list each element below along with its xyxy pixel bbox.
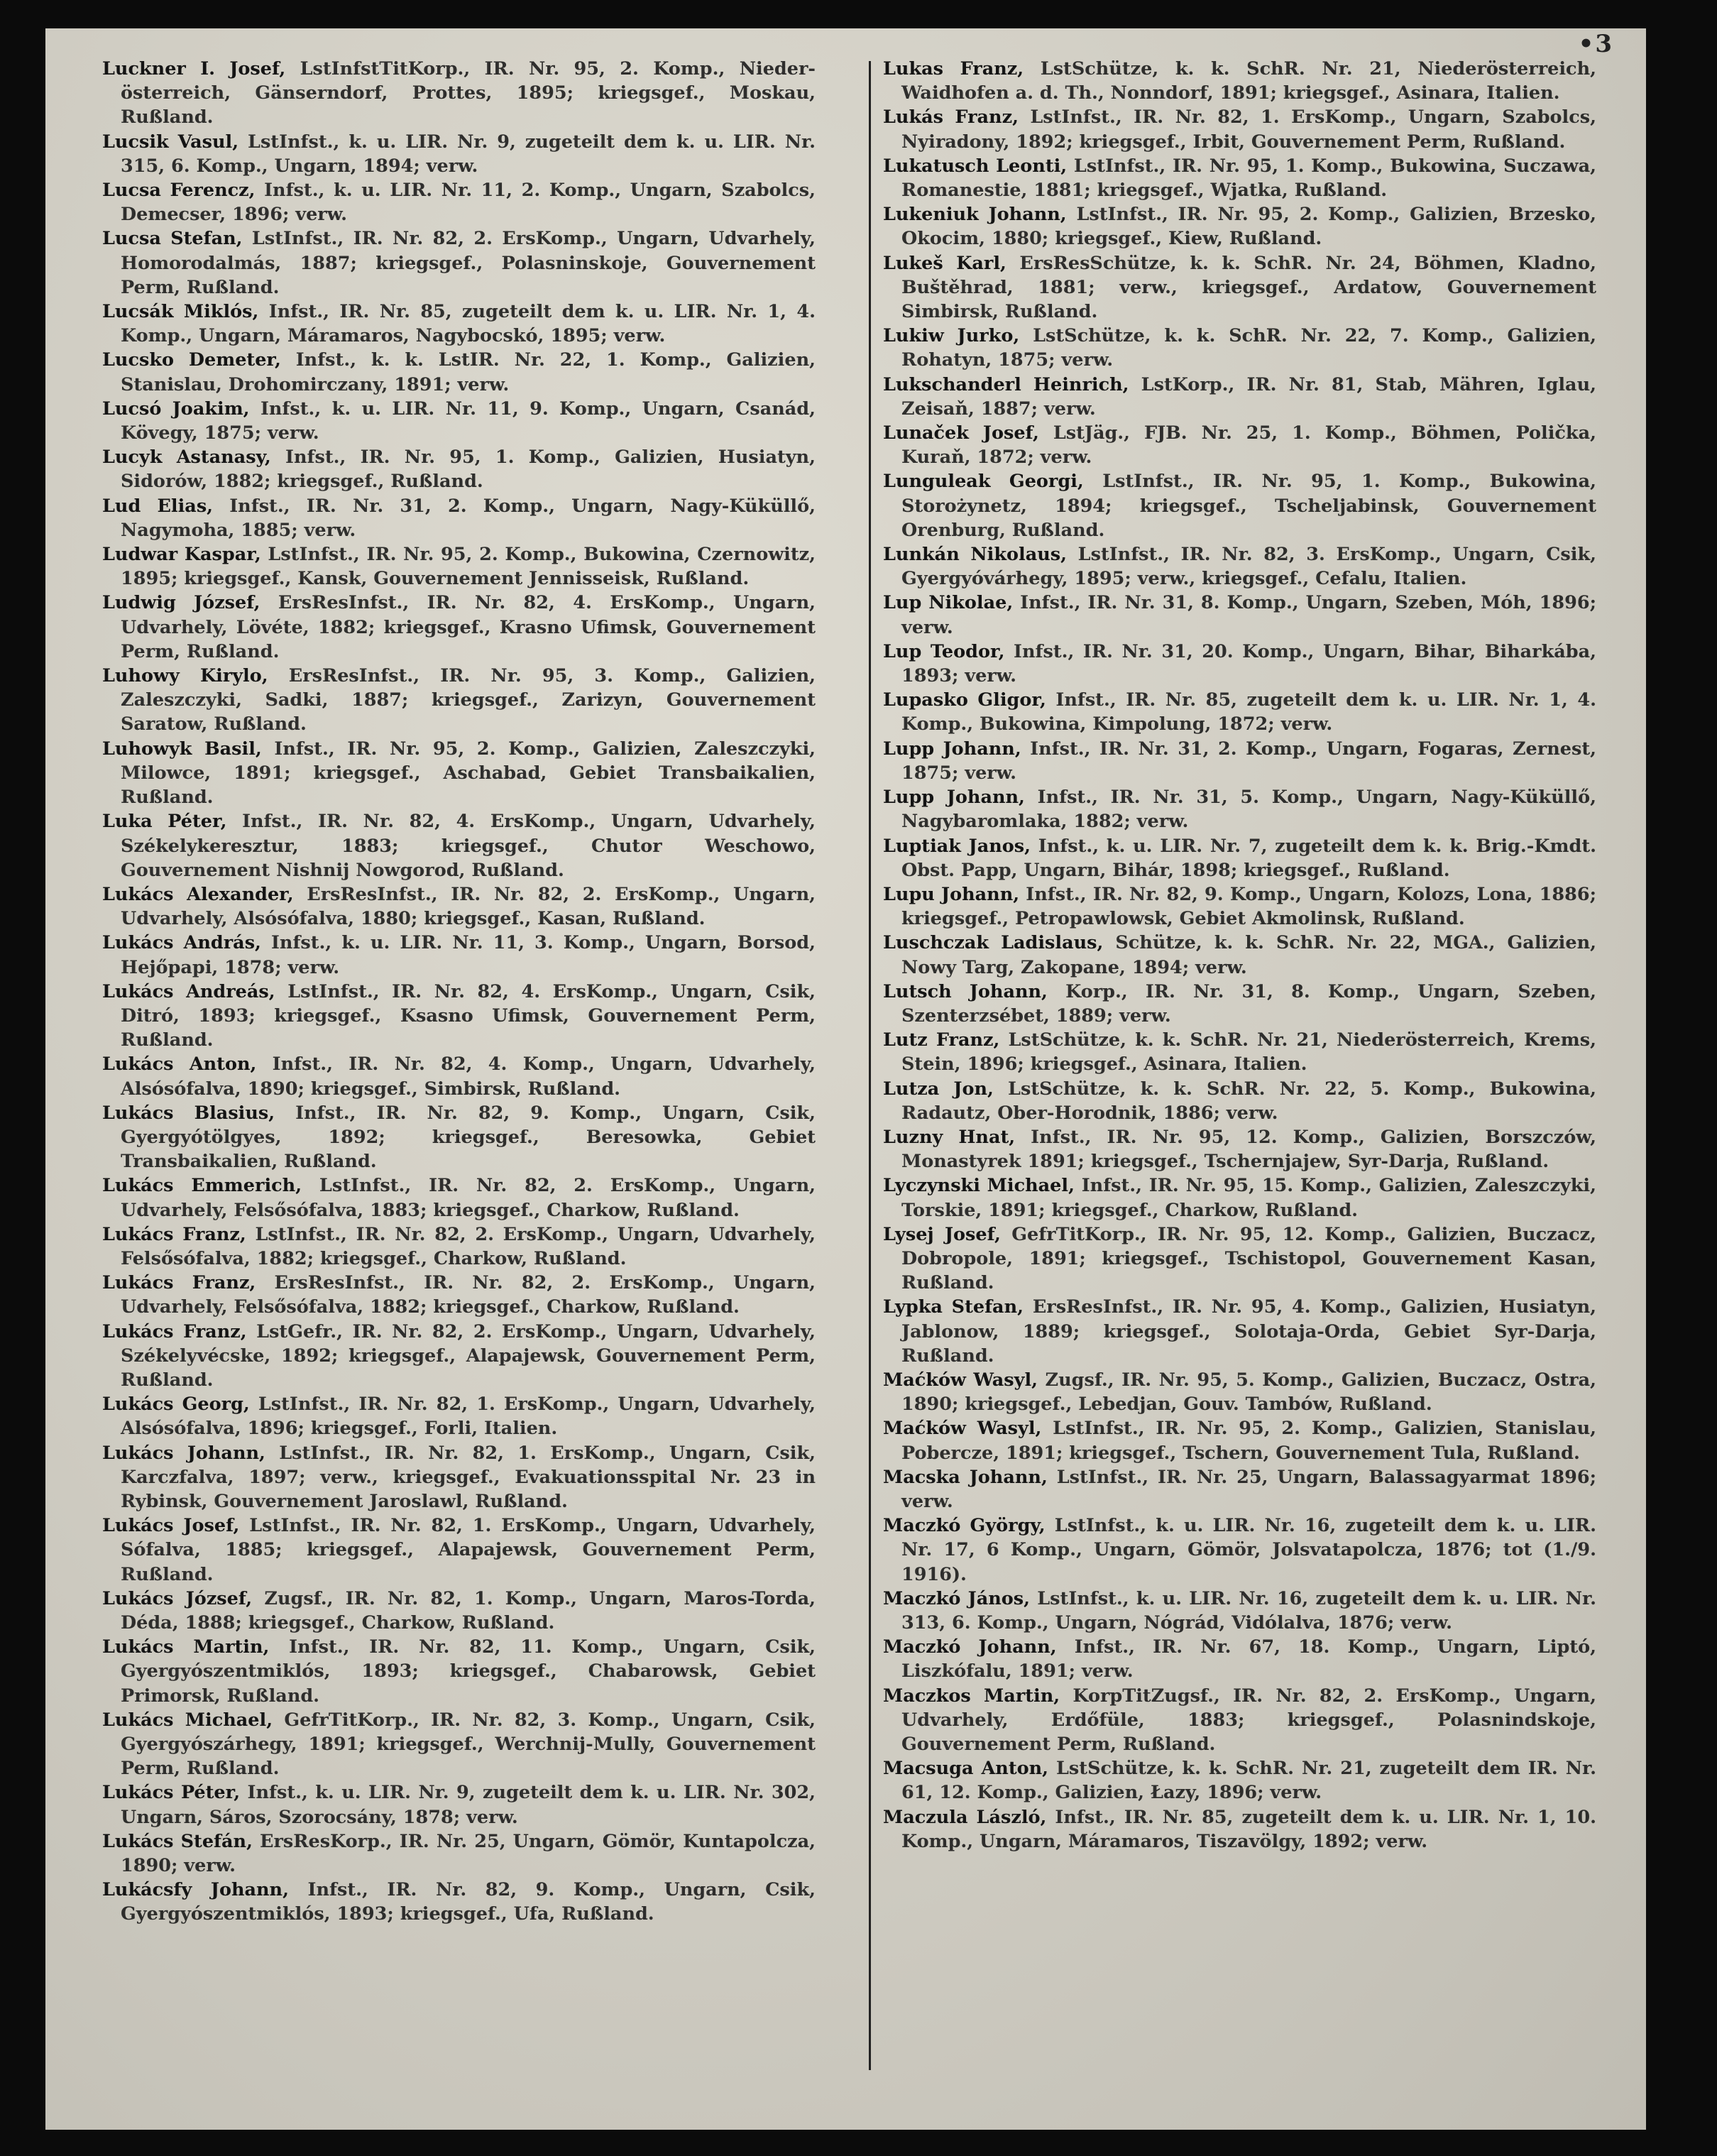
entry-details: ErsResKorp., IR. Nr. 25, Ungarn, Gömör, Kuntapolcza, 1890; verw. — [121, 1830, 816, 1877]
entry-details: LstInfst., IR. Nr. 82, 2. ErsKomp., Ungarn, Udvarhely, Felsősófalva, 1882; kriegsgef., Charkow, Rußland. — [121, 1223, 816, 1269]
entry-details: Infst., IR. Nr. 82, 11. Komp., Ungarn, Csik, Gyergyószentmiklós, 1893; kriegsgef., Chabarowsk, Gebiet Primorsk, Rußland. — [121, 1636, 816, 1707]
entry-name: Lup Teodor, — [883, 640, 1005, 662]
entry-name: Lukács Franz, — [102, 1272, 256, 1294]
list-entry — [102, 591, 816, 664]
entry-name: Lukács Michael, — [102, 1709, 273, 1731]
entry-name: Lucsó Joakim, — [102, 398, 250, 420]
list-entry — [883, 251, 1596, 324]
list-entry — [102, 1392, 816, 1440]
list-entry — [883, 931, 1596, 979]
entry-details: Infst., k. u. LIR. Nr. 11, 9. Komp., Ungarn, Csanád, Kövegy, 1875; verw. — [121, 398, 816, 444]
entry-name: Lupp Johann, — [883, 738, 1021, 760]
list-entry — [883, 1635, 1596, 1683]
list-entry — [102, 1635, 816, 1708]
list-entry — [883, 737, 1596, 785]
entry-details: Infst., k. k. LstIR. Nr. 22, 1. Komp., Galizien, Stanislau, Drohomirczany, 1891; verw. — [121, 349, 816, 395]
entry-name: Lucyk Astanasy, — [102, 447, 271, 469]
entry-name: Lukeniuk Johann, — [883, 204, 1067, 226]
entry-name: Lukács Franz, — [102, 1223, 246, 1245]
entry-details: ErsResInfst., IR. Nr. 95, 4. Komp., Galizien, Husiatyn, Jablonow, 1889; kriegsgef., Solotaja-Orda, Gebiet Syr-Darja, Rußland. — [901, 1296, 1596, 1367]
entry-name: Lunguleak Georgi, — [883, 471, 1084, 493]
entry-details: LstGefr., IR. Nr. 82, 2. ErsKomp., Ungarn, Udvarhely, Székelyvécske, 1892; kriegsgef., Alapajewsk, Gouvernement Perm, Rußland. — [121, 1320, 816, 1391]
entry-name: Luzny Hnat, — [883, 1126, 1016, 1148]
list-entry — [883, 1368, 1596, 1416]
entry-name: Lucsik Vasul, — [102, 131, 239, 153]
list-entry — [883, 1514, 1596, 1587]
list-entry — [883, 834, 1596, 882]
entry-details: Infst., IR. Nr. 31, 2. Komp., Ungarn, Fogaras, Zernest, 1875; verw. — [901, 738, 1596, 784]
entry-details: Infst., IR. Nr. 95, 15. Komp., Galizien, Zaleszczyki, Torskie, 1891; kriegsgef., Charkow, Rußland. — [901, 1175, 1596, 1221]
list-entry — [102, 882, 816, 931]
entry-details: Infst., IR. Nr. 31, 2. Komp., Ungarn, Nagy-Küküllő, Nagymoha, 1885; verw. — [121, 495, 816, 541]
list-entry — [883, 105, 1596, 153]
list-entry — [102, 1271, 816, 1319]
entry-details: LstInfst., IR. Nr. 82, 2. ErsKomp., Ungarn, Udvarhely, Homorodalmás, 1887; kriegsgef., Polasninskoje, Gouvernement Perm, Rußland. — [121, 228, 816, 298]
entry-details: LstInfst., IR. Nr. 25, Ungarn, Balassagyarmat 1896; verw. — [901, 1466, 1596, 1512]
list-entry — [883, 785, 1596, 833]
entry-details: Infst., IR. Nr. 82, 9. Komp., Ungarn, Kolozs, Lona, 1886; kriegsgef., Petropawlowsk, Gebiet Akmolinsk, Rußland. — [901, 883, 1597, 930]
entry-details: Korp., IR. Nr. 31, 8. Komp., Ungarn, Szeben, Szenterzsébet, 1889; verw. — [901, 980, 1596, 1027]
entry-details: Infst., IR. Nr. 82, 9. Komp., Ungarn, Csik, Gyergyószentmiklós, 1893; kriegsgef., Ufa, Rußland. — [121, 1879, 816, 1925]
entry-details: Infst., IR. Nr. 82, 4. Komp., Ungarn, Udvarhely, Alsósófalva, 1890; kriegsgef., Simbirsk, Rußland. — [121, 1054, 816, 1100]
entry-details: LstInfst., IR. Nr. 95, 2. Komp., Bukowina, Czernowitz, 1895; kriegsgef., Kansk, Gouvernement Jennisseisk, Rußland. — [121, 544, 816, 590]
list-entry — [883, 1587, 1596, 1635]
list-entry — [883, 1684, 1596, 1757]
list-entry — [883, 324, 1596, 372]
entry-name: Lukács András, — [102, 932, 261, 954]
entry-details: LstSchütze, k. k. SchR. Nr. 21, zugeteilt dem IR. Nr. 61, 12. Komp., Galizien, Łazy, 1896; verw. — [901, 1758, 1596, 1804]
entry-name: Lukás Franz, — [883, 106, 1019, 128]
list-entry — [883, 980, 1596, 1028]
entry-name: Lutz Franz, — [883, 1029, 1000, 1051]
entry-name: Maczkó János, — [883, 1587, 1031, 1609]
list-entry — [102, 397, 816, 445]
list-entry — [883, 1125, 1596, 1173]
entry-name: Lukács Alexander, — [102, 883, 294, 905]
entry-details: ErsResInfst., IR. Nr. 82, 2. ErsKomp., Ungarn, Udvarhely, Alsósófalva, 1880; kriegsgef., Kasan, Rußland. — [121, 883, 816, 930]
entry-name: Lunkán Nikolaus, — [883, 544, 1068, 566]
entry-details: LstInfst., k. u. LIR. Nr. 16, zugeteilt dem k. u. LIR. Nr. 313, 6. Komp., Ungarn, Nógrád, Vidólalva, 1876; verw. — [901, 1587, 1596, 1634]
entry-name: Macsuga Anton, — [883, 1758, 1049, 1780]
list-entry — [102, 1514, 816, 1587]
list-entry — [883, 1805, 1596, 1854]
entry-details: ErsResInfst., IR. Nr. 95, 3. Komp., Galizien, Zaleszczyki, Sadki, 1887; kriegsgef., Zarizyn, Gouvernement Saratow, Rußland. — [121, 665, 816, 735]
list-entry — [883, 688, 1596, 736]
entry-name: Maczkos Martin, — [883, 1685, 1060, 1707]
list-entry — [102, 1587, 816, 1635]
entry-name: Lukács Josef, — [102, 1515, 240, 1537]
entry-details: Zugsf., IR. Nr. 95, 5. Komp., Galizien, Buczacz, Ostra, 1890; kriegsgef., Lebedjan, Gouv. Tambów, Rußland. — [901, 1369, 1597, 1416]
entry-details: LstSchütze, k. k. SchR. Nr. 22, 7. Komp., Galizien, Rohatyn, 1875; verw. — [901, 325, 1596, 371]
entry-name: Lunaček Josef, — [883, 422, 1039, 444]
entry-details: Infst., IR. Nr. 67, 18. Komp., Ungarn, Liptó, Liszkófalu, 1891; verw. — [901, 1636, 1596, 1682]
list-entry — [102, 737, 816, 810]
entry-name: Lucsák Miklós, — [102, 301, 259, 323]
entry-details: LstInfst., IR. Nr. 82, 1. ErsKomp., Ungarn, Udvarhely, Alsósófalva, 1896; kriegsgef., Forli, Italien. — [121, 1394, 816, 1440]
entry-name: Lucsa Ferencz, — [102, 180, 256, 202]
entry-name: Lutza Jon, — [883, 1078, 994, 1100]
entry-name: Maćków Wasyl, — [883, 1369, 1038, 1391]
column-divider — [869, 61, 871, 2070]
entry-details: KorpTitZugsf., IR. Nr. 82, 2. ErsKomp., Ungarn, Udvarhely, Erdőfüle, 1883; kriegsgef., Polasnindskoje, Gouvernement Perm, Rußland. — [901, 1685, 1596, 1756]
list-entry — [102, 57, 816, 130]
entry-name: Lutsch Johann, — [883, 980, 1048, 1002]
entry-details: Infst., IR. Nr. 85, zugeteilt dem k. u. LIR. Nr. 1, 4. Komp., Ungarn, Máramaros, Nagybocskó, 1895; verw. — [121, 301, 816, 347]
entry-details: Infst., IR. Nr. 82, 9. Komp., Ungarn, Csik, Gyergyótölgyes, 1892; kriegsgef., Beresowka, Gebiet Transbaikalien, Rußland. — [121, 1102, 816, 1173]
entry-details: Infst., IR. Nr. 31, 8. Komp., Ungarn, Szeben, Móh, 1896; verw. — [901, 592, 1596, 638]
list-entry — [102, 1052, 816, 1100]
list-entry — [883, 542, 1596, 591]
entry-name: Lucsa Stefan, — [102, 228, 243, 250]
entry-details: LstSchütze, k. k. SchR. Nr. 21, Niederösterreich, Krems, Stein, 1896; kriegsgef., Asinara, Italien. — [901, 1029, 1596, 1076]
entry-name: Lukács Johann, — [102, 1442, 265, 1464]
entry-name: Lup Nikolae, — [883, 592, 1014, 614]
entry-name: Luptiak Janos, — [883, 835, 1031, 857]
entry-details: LstInfst., IR. Nr. 95, 2. Komp., Galizien, Brzesko, Okocim, 1880; kriegsgef., Kiew, Rußland. — [901, 204, 1596, 250]
entry-name: Lukatusch Leonti, — [883, 155, 1068, 177]
list-entry — [102, 1829, 816, 1878]
entry-details: LstInfst., IR. Nr. 95, 1. Komp., Bukowina, Suczawa, Romanestie, 1881; kriegsgef., Wjatka, Rußland. — [901, 155, 1596, 202]
list-entry — [102, 1441, 816, 1514]
entry-name: Lukács József, — [102, 1587, 253, 1609]
entry-details: GefrTitKorp., IR. Nr. 82, 3. Komp., Ungarn, Csik, Gyergyószárhegy, 1891; kriegsgef., Werchnij-Mully, Gouvernement Perm, Rußland. — [121, 1709, 816, 1780]
entry-name: Lukschanderl Heinrich, — [883, 373, 1129, 395]
entry-details: LstInfst., IR. Nr. 82, 1. ErsKomp., Ungarn, Csik, Karczfalva, 1897; verw., kriegsgef., Evakuationsspital Nr. 23 in Rybinsk, Gouvernement Jaroslawl, Rußland. — [121, 1442, 816, 1512]
entry-details: LstInfst., k. u. LIR. Nr. 16, zugeteilt dem k. u. LIR. Nr. 17, 6 Komp., Ungarn, Gömör, Jolsvatapolcza, 1876; tot (1./9. 1916). — [901, 1515, 1596, 1585]
entry-details: LstInfst., IR. Nr. 95, 2. Komp., Galizien, Stanislau, Pobercze, 1891; kriegsgef., Tschern, Gouvernement Tula, Rußland. — [901, 1418, 1597, 1464]
entry-name: Lukács Blasius, — [102, 1102, 275, 1124]
entry-details: LstInfst., IR. Nr. 82, 2. ErsKomp., Ungarn, Udvarhely, Felsősófalva, 1883; kriegsgef., Charkow, Rußland. — [121, 1175, 816, 1221]
list-entry — [883, 154, 1596, 202]
list-entry — [102, 1222, 816, 1271]
entry-name: Lukiw Jurko, — [883, 325, 1020, 347]
entry-name: Lukeš Karl, — [883, 252, 1006, 274]
entry-name: Macska Johann, — [883, 1466, 1048, 1488]
entry-name: Lukács Franz, — [102, 1320, 247, 1342]
entry-details: Infst., IR. Nr. 95, 1. Komp., Galizien, Husiatyn, Sidorów, 1882; kriegsgef., Rußland. — [121, 447, 816, 493]
entry-name: Lyczynski Michael, — [883, 1175, 1075, 1197]
entry-name: Ludwar Kaspar, — [102, 544, 261, 566]
list-entry — [102, 980, 816, 1053]
entry-name: Lypka Stefan, — [883, 1296, 1024, 1318]
entry-name: Lupasko Gligor, — [883, 689, 1046, 711]
entry-details: LstKorp., IR. Nr. 81, Stab, Mähren, Iglau, Zeisaň, 1887; verw. — [901, 373, 1596, 420]
entry-name: Maćków Wasyl, — [883, 1418, 1042, 1440]
list-entry — [883, 1465, 1596, 1514]
list-entry — [102, 445, 816, 493]
list-entry — [883, 591, 1596, 639]
list-entry — [883, 373, 1596, 421]
entry-details: ErsResInfst., IR. Nr. 82, 2. ErsKomp., Ungarn, Udvarhely, Felsősófalva, 1882; kriegsgef., Charkow, Rußland. — [121, 1272, 816, 1318]
entry-details: LstInfst., IR. Nr. 82, 1. ErsKomp., Ungarn, Udvarhely, Sófalva, 1885; kriegsgef., Alapajewsk, Gouvernement Perm, Rußland. — [121, 1515, 816, 1585]
entry-name: Luhowyk Basil, — [102, 738, 262, 760]
left-column — [102, 57, 816, 1927]
entry-details: Infst., IR. Nr. 31, 5. Komp., Ungarn, Nagy-Küküllő, Nagybaromlaka, 1882; verw. — [901, 787, 1596, 833]
entry-details: GefrTitKorp., IR. Nr. 95, 12. Komp., Galizien, Buczacz, Dobropole, 1891; kriegsgef., Tschistopol, Gouvernement Kasan, Rußland. — [901, 1223, 1596, 1294]
entry-details: Infst., IR. Nr. 85, zugeteilt dem k. u. LIR. Nr. 1, 4. Komp., Bukowina, Kimpolung, 1872; verw. — [901, 689, 1596, 735]
entry-name: Maczula László, — [883, 1806, 1047, 1828]
entry-name: Lukács Andreás, — [102, 980, 275, 1002]
list-entry — [883, 421, 1596, 469]
entry-details: Schütze, k. k. SchR. Nr. 22, MGA., Galizien, Nowy Targ, Zakopane, 1894; verw. — [901, 932, 1596, 978]
entry-details: LstJäg., FJB. Nr. 25, 1. Komp., Böhmen, Polička, Kuraň, 1872; verw. — [901, 422, 1596, 469]
list-entry — [883, 1028, 1596, 1076]
entry-details: ErsResInfst., IR. Nr. 82, 4. ErsKomp., Ungarn, Udvarhely, Lövéte, 1882; kriegsgef., Krasno Ufimsk, Gouvernement Perm, Rußland. — [121, 592, 816, 662]
entry-name: Lupu Johann, — [883, 883, 1020, 905]
entry-name: Lysej Josef, — [883, 1223, 1001, 1245]
page-number: •3 — [1578, 30, 1613, 58]
entry-details: LstInfstTitKorp., IR. Nr. 95, 2. Komp., Nieder-österreich, Gänserndorf, Prottes, 1895; kriegsgef., Moskau, Rußland. — [121, 58, 816, 128]
list-entry — [883, 1416, 1596, 1465]
entry-name: Lukas Franz, — [883, 58, 1024, 80]
entry-details: ErsResSchütze, k. k. SchR. Nr. 24, Böhmen, Kladno, Buštěhrad, 1881; verw., kriegsgef., Ardatow, Gouvernement Simbirsk, Rußland. — [901, 252, 1597, 323]
entry-name: Lukács Georg, — [102, 1394, 250, 1416]
list-entry — [102, 931, 816, 979]
list-entry — [102, 542, 816, 591]
list-entry — [102, 1101, 816, 1174]
entry-details: LstSchütze, k. k. SchR. Nr. 22, 5. Komp., Bukowina, Radautz, Ober-Horodnik, 1886; verw. — [901, 1078, 1597, 1124]
list-entry — [102, 664, 816, 737]
list-entry — [102, 226, 816, 300]
entry-name: Lupp Johann, — [883, 787, 1025, 809]
entry-details: Infst., k. u. LIR. Nr. 9, zugeteilt dem k. u. LIR. Nr. 302, Ungarn, Sáros, Szorocsány, 1878; verw. — [121, 1782, 816, 1828]
list-entry — [102, 494, 816, 542]
entry-details: Infst., IR. Nr. 31, 20. Komp., Ungarn, Bihar, Biharkába, 1893; verw. — [901, 640, 1596, 687]
entry-details: LstInfst., IR. Nr. 95, 1. Komp., Bukowina, Storożynetz, 1894; kriegsgef., Tscheljabinsk, Gouvernement Orenburg, Rußland. — [901, 471, 1597, 541]
entry-details: LstInfst., k. u. LIR. Nr. 9, zugeteilt dem k. u. LIR. Nr. 315, 6. Komp., Ungarn, 1894; verw. — [121, 131, 816, 177]
entry-details: Infst., k. u. LIR. Nr. 11, 2. Komp., Ungarn, Szabolcs, Demecser, 1896; verw. — [121, 180, 816, 226]
list-entry — [102, 1878, 816, 1926]
entry-name: Lukácsfy Johann, — [102, 1879, 289, 1901]
list-entry — [102, 178, 816, 226]
entry-name: Lucsko Demeter, — [102, 349, 281, 371]
right-column — [883, 57, 1596, 1854]
list-entry — [102, 1708, 816, 1781]
entry-name: Luschczak Ladislaus, — [883, 932, 1104, 954]
list-entry — [102, 300, 816, 348]
list-entry — [102, 1320, 816, 1393]
entry-name: Maczkó Johann, — [883, 1636, 1057, 1658]
entry-details: LstInfst., IR. Nr. 82, 3. ErsKomp., Ungarn, Csik, Gyergyóvárhegy, 1895; verw., kriegsgef., Cefalu, Italien. — [901, 544, 1596, 590]
list-entry — [102, 348, 816, 396]
entry-details: LstInfst., IR. Nr. 82, 4. ErsKomp., Ungarn, Csik, Ditró, 1893; kriegsgef., Ksasno Ufimsk, Gouvernement Perm, Rußland. — [121, 980, 816, 1051]
list-entry — [883, 57, 1596, 105]
list-entry — [883, 469, 1596, 542]
entry-name: Lukács Anton, — [102, 1054, 257, 1076]
entry-name: Lukács Péter, — [102, 1782, 241, 1804]
entry-details: Infst., k. u. LIR. Nr. 7, zugeteilt dem k. k. Brig.-Kmdt. Obst. Papp, Ungarn, Bihár, 1898; kriegsgef., Rußland. — [901, 835, 1596, 881]
entry-details: Infst., IR. Nr. 95, 2. Komp., Galizien, Zaleszczyki, Milowce, 1891; kriegsgef., Aschabad, Gebiet Transbaikalien, Rußland. — [121, 738, 816, 809]
entry-details: LstSchütze, k. k. SchR. Nr. 21, Niederösterreich, Waidhofen a. d. Th., Nonndorf, 1891; kriegsgef., Asinara, Italien. — [901, 58, 1597, 104]
list-entry — [102, 130, 816, 178]
entry-name: Ludwig József, — [102, 592, 260, 614]
entry-name: Lukács Stefán, — [102, 1830, 253, 1852]
list-entry — [102, 809, 816, 882]
entry-name: Maczkó György, — [883, 1515, 1046, 1537]
list-entry — [883, 1173, 1596, 1222]
entry-name: Luhowy Kirylo, — [102, 665, 268, 687]
list-entry — [883, 882, 1596, 931]
entry-details: Infst., k. u. LIR. Nr. 11, 3. Komp., Ungarn, Borsod, Hejőpapi, 1878; verw. — [121, 932, 816, 978]
entry-name: Luka Péter, — [102, 811, 227, 833]
list-entry — [883, 640, 1596, 688]
entry-name: Lukács Emmerich, — [102, 1175, 302, 1197]
entry-details: Infst., IR. Nr. 85, zugeteilt dem k. u. LIR. Nr. 1, 10. Komp., Ungarn, Máramaros, Tiszavölgy, 1892; verw. — [901, 1806, 1596, 1852]
entry-name: Luckner I. Josef, — [102, 58, 286, 80]
entry-name: Lud Elias, — [102, 495, 214, 517]
list-entry — [883, 1077, 1596, 1125]
list-entry — [883, 1295, 1596, 1368]
list-entry — [102, 1173, 816, 1222]
list-entry — [883, 202, 1596, 251]
entry-details: LstInfst., IR. Nr. 82, 1. ErsKomp., Ungarn, Szabolcs, Nyiradony, 1892; kriegsgef., Irbit, Gouvernement Perm, Rußland. — [901, 106, 1596, 153]
entry-name: Lukács Martin, — [102, 1636, 270, 1658]
list-entry — [883, 1222, 1596, 1296]
entry-details: Infst., IR. Nr. 82, 4. ErsKomp., Ungarn, Udvarhely, Székelykeresztur, 1883; kriegsgef., Chutor Weschowo, Gouvernement Nishnij Nowgorod, Rußland. — [121, 811, 816, 881]
list-entry — [102, 1780, 816, 1829]
document-page — [45, 28, 1646, 2130]
list-entry — [883, 1756, 1596, 1805]
entry-details: Zugsf., IR. Nr. 82, 1. Komp., Ungarn, Maros-Torda, Déda, 1888; kriegsgef., Charkow, Rußland. — [121, 1587, 816, 1634]
entry-details: Infst., IR. Nr. 95, 12. Komp., Galizien, Borszczów, Monastyrek 1891; kriegsgef., Tschernjajew, Syr-Darja, Rußland. — [901, 1126, 1596, 1173]
